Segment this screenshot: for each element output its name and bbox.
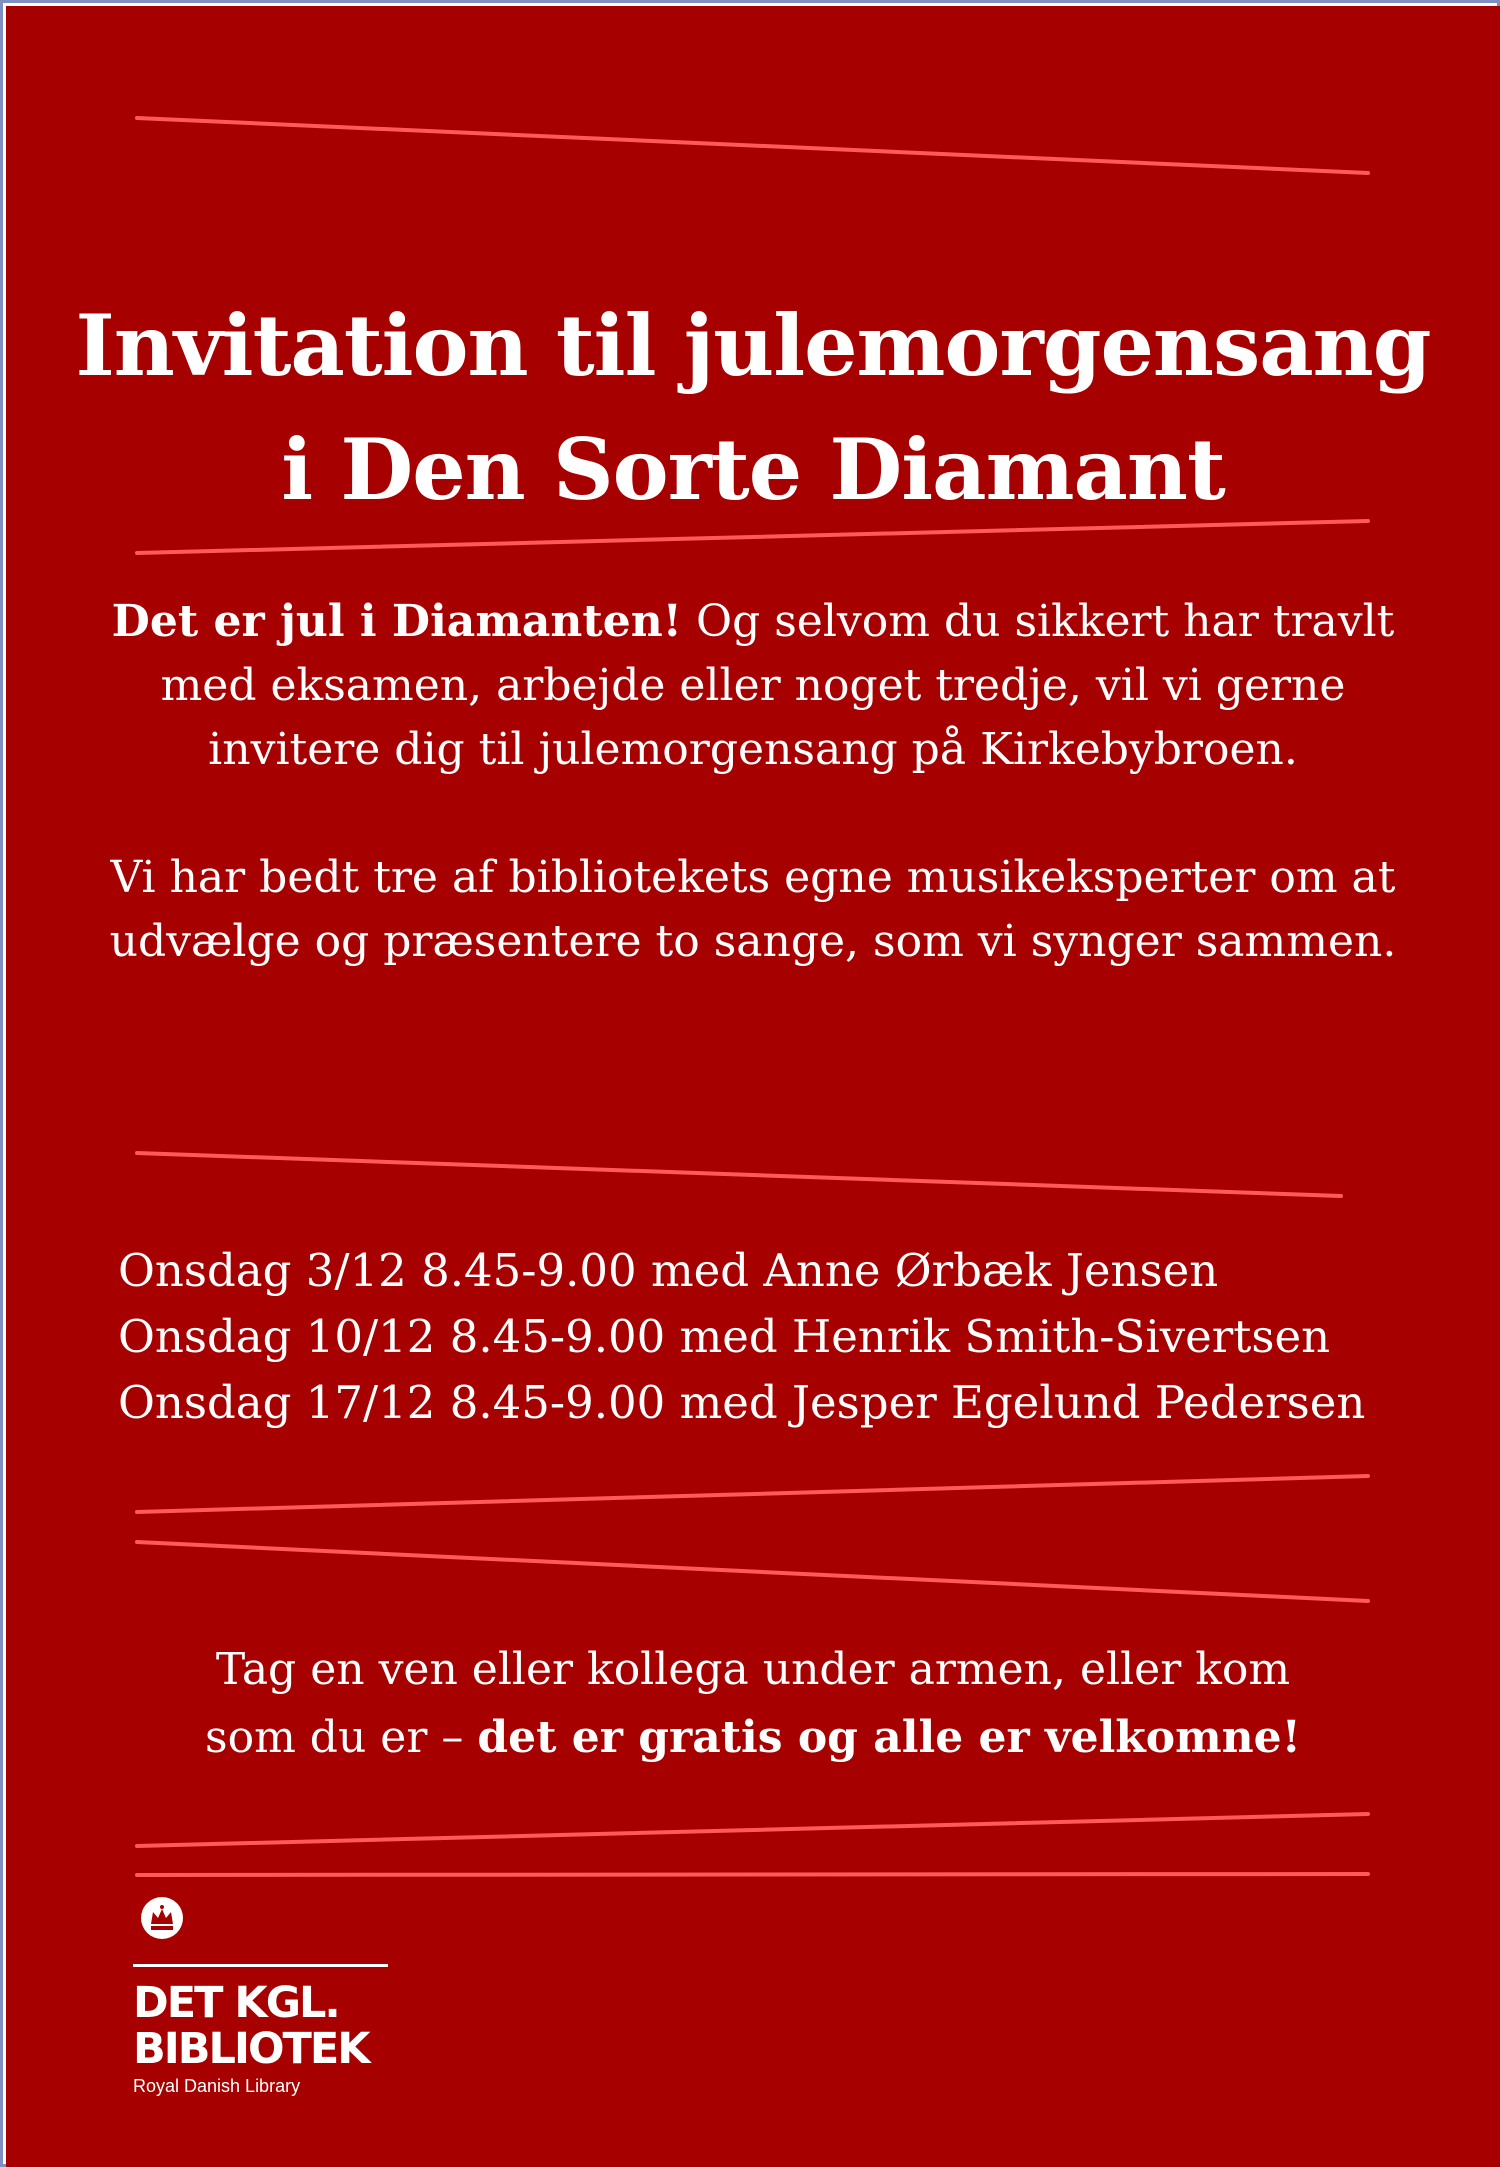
intro-paragraph-1 — [86, 590, 1420, 782]
page-title — [6, 284, 1500, 532]
intro-text — [86, 590, 1420, 974]
title-line-1: Invitation til julemorgensang — [75, 296, 1431, 396]
invitation-poster — [6, 6, 1500, 2167]
paragraph-gap — [86, 782, 1420, 846]
decorative-rule — [137, 1476, 1368, 1512]
closing-line-1: Tag en ven eller kollega under armen, eller kom — [215, 1644, 1291, 1695]
logo-divider — [133, 1964, 388, 1967]
decorative-rule — [137, 1874, 1368, 1875]
logo-wordmark — [133, 1980, 393, 2072]
intro-bold-lead: Det er jul i Diamanten! — [111, 596, 682, 647]
decorative-rule — [137, 1814, 1368, 1846]
decorative-rule — [137, 1153, 1341, 1196]
decorative-rule — [137, 118, 1368, 173]
intro-paragraph-1-rest: Og selvom du sikkert har travlt med eksamen, arbejde eller noget tredje, vil vi gerne invitere dig til julemorgensang på Kirkebybroen. — [160, 596, 1395, 775]
decorative-rule — [137, 1542, 1368, 1601]
schedule-item: Onsdag 10/12 8.45-9.00 med Henrik Smith-Sivertsen — [118, 1310, 1331, 1363]
logo-subtitle: Royal Danish Library — [133, 2076, 301, 2096]
closing-regular: som du er – — [205, 1712, 478, 1763]
schedule-list — [118, 1238, 1478, 1436]
closing-text — [66, 1636, 1440, 1772]
logo-name-line-1: DET KGL. — [133, 1978, 339, 2028]
intro-paragraph-2: Vi har bedt tre af bibliotekets egne musikeksperter om at udvælge og præsentere to sange, som vi synger sammen. — [109, 852, 1397, 967]
title-line-2: i Den Sorte Diamant — [281, 420, 1225, 520]
logo-name-line-2: BIBLIOTEK — [133, 2024, 369, 2074]
schedule-item: Onsdag 3/12 8.45-9.00 med Anne Ørbæk Jensen — [118, 1244, 1219, 1297]
schedule-item: Onsdag 17/12 8.45-9.00 med Jesper Egelund Pedersen — [118, 1376, 1366, 1429]
crown-icon — [140, 1896, 184, 1940]
closing-bold: det er gratis og alle er velkomne! — [477, 1712, 1301, 1763]
closing-line-2 — [66, 1704, 1440, 1772]
